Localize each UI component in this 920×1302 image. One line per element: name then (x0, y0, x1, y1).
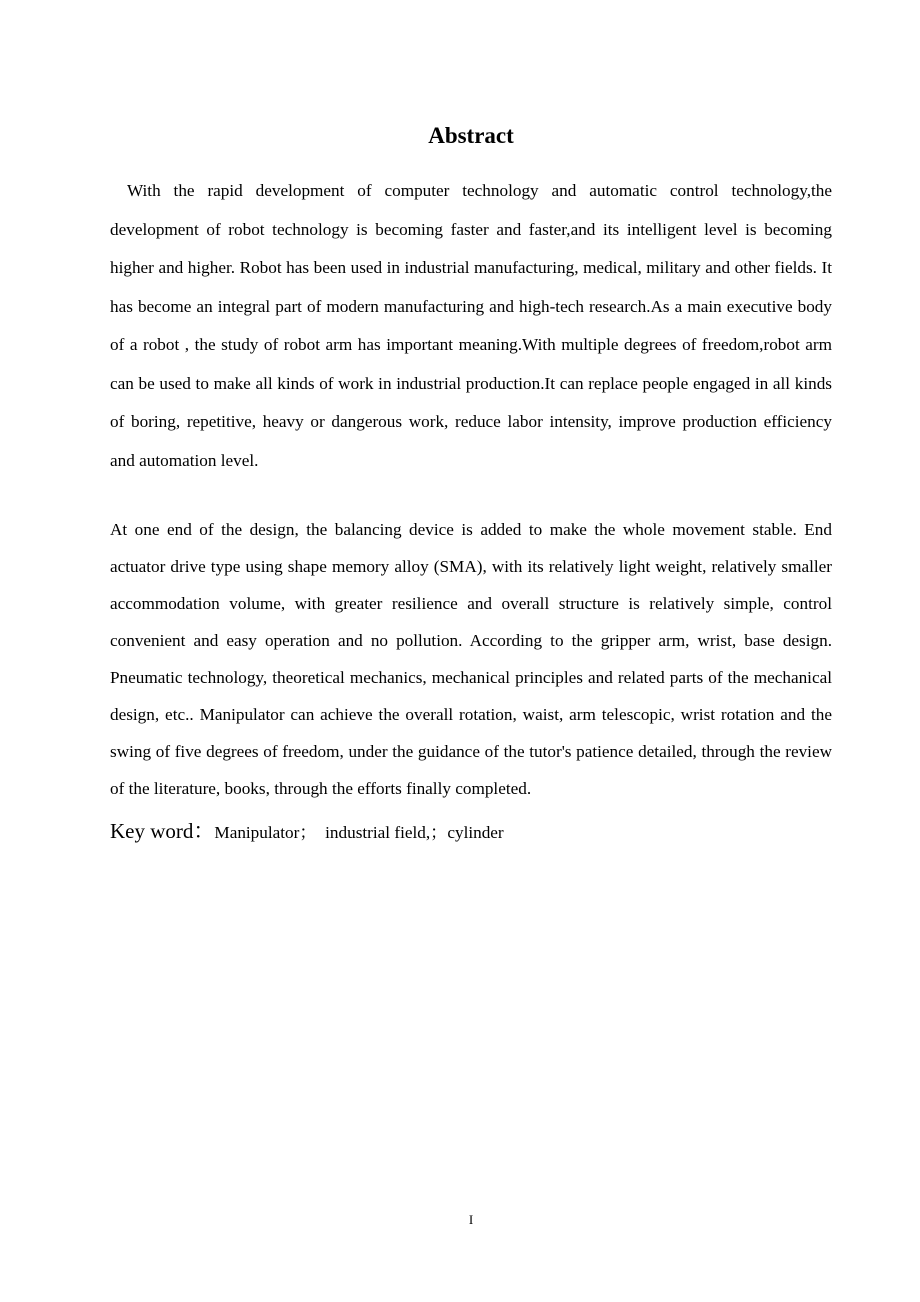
page-number: I (468, 1212, 474, 1227)
abstract-title: Abstract (428, 123, 514, 148)
keywords-values: Manipulator； industrial field,；cylinder (214, 823, 504, 842)
abstract-paragraph-1: With the rapid development of computer technology and automatic control technology,the development of robot technology is becoming faster and faster,and its intelligent level is becoming higher and higher. Robot has been used in industrial manufacturing, medical, military and other fields. It has become an integral part of modern manufacturing and high-tech research.As a main executive body of a robot , the study of robot arm has important meaning.With multiple degrees of freedom,robot arm can be used to make all kinds of work in industrial production.It can replace people engaged in all kinds of boring, repetitive, heavy or dangerous work, reduce labor intensity, improve production efficiency and automation level. (110, 181, 832, 470)
abstract-paragraph-2: At one end of the design, the balancing device is added to make the whole movement stable. End actuator drive type using shape memory alloy (SMA), with its relatively light weight, relatively smaller accommodation volume, with greater resilience and overall structure is relatively simple, control convenient and easy operation and no pollution. According to the gripper arm, wrist, base design. Pneumatic technology, theoretical mechanics, mechanical principles and related parts of the mechanical design, etc.. Manipulator can achieve the overall rotation, waist, arm telescopic, wrist rotation and the swing of five degrees of freedom, under the guidance of the tutor's patience detailed, through the review of the literature, books, through the efforts finally completed. (110, 520, 832, 798)
keywords-line (110, 815, 832, 845)
keywords-label: Key word： (110, 819, 215, 843)
